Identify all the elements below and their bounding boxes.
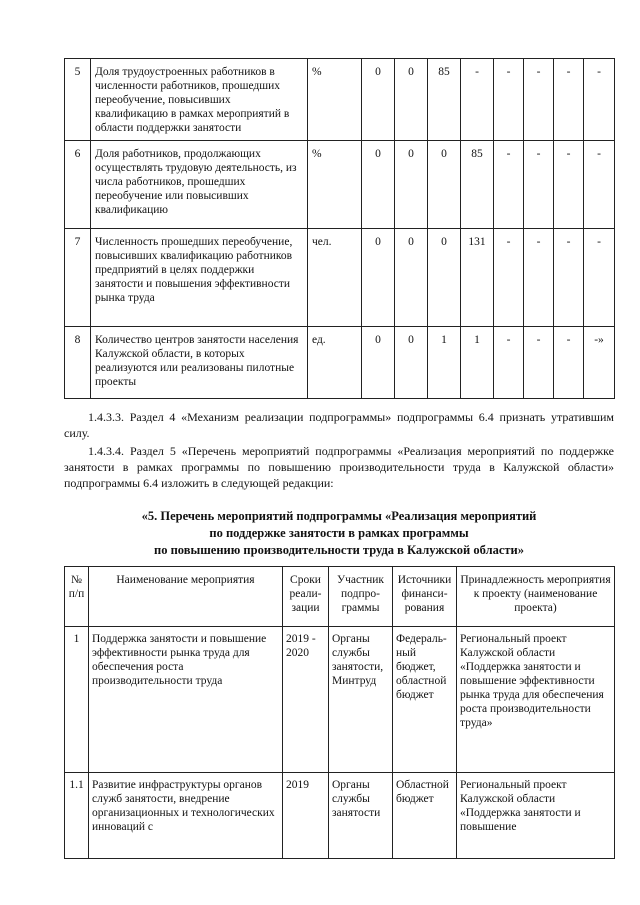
indicator-value: - [584,229,615,327]
indicator-value: - [494,141,524,229]
indicator-value: - [494,59,524,141]
event-number: 1.1 [65,773,89,859]
indicator-value: -» [584,327,615,399]
indicator-value: 0 [362,141,395,229]
indicator-value: - [554,229,584,327]
indicator-value: - [494,229,524,327]
indicator-value: - [554,327,584,399]
indicator-value: - [584,141,615,229]
indicator-value: - [494,327,524,399]
event-project: Региональный проект Калужской области «Поддержка занятости и повышение [457,773,615,859]
row-number: 7 [65,229,91,327]
header-participant: Участник подпро-граммы [329,567,393,627]
heading-line: «5. Перечень мероприятий подпрограммы «Реализация мероприятий [141,509,537,523]
indicator-value: - [524,59,554,141]
indicator-value: 0 [362,327,395,399]
indicator-value: 0 [395,141,428,229]
indicator-value: - [461,59,494,141]
indicator-value: 0 [395,59,428,141]
events-table [64,566,615,859]
indicator-value: - [524,229,554,327]
indicator-value: 0 [395,327,428,399]
event-sources: Областной бюджет [393,773,457,859]
event-term: 2019 [283,773,329,859]
indicator-value: 0 [428,229,461,327]
indicator-unit: ед. [308,327,362,399]
table-row [65,59,615,141]
header-sources: Источники финанси-рования [393,567,457,627]
indicator-name: Доля работников, продолжающих осуществлять трудовую деятельность, из числа работников, прошедших переобучение или повысивших квалификацию [91,141,308,229]
paragraph-1-4-3-3: 1.4.3.3. Раздел 4 «Механизм реализации подпрограммы» подпрограммы 6.4 признать утратившим силу. [64,410,614,440]
indicator-value: 0 [395,229,428,327]
indicator-value: - [554,141,584,229]
table-row [65,773,615,859]
indicator-value: - [524,141,554,229]
indicators-table [64,58,615,399]
indicator-value: 0 [362,59,395,141]
table-row [65,229,615,327]
indicator-name: Количество центров занятости населения Калужской области, в которых реализуются или реализованы пилотные проекты [91,327,308,399]
indicator-name: Численность прошедших переобучение, повысивших квалификацию работников предприятий в целях поддержки занятости и повышения эффективности рынка труда [91,229,308,327]
table-row [65,627,615,773]
row-number: 5 [65,59,91,141]
row-number: 8 [65,327,91,399]
event-sources: Федераль-ный бюджет, областной бюджет [393,627,457,773]
table-row [65,327,615,399]
table-row [65,141,615,229]
indicator-unit: % [308,141,362,229]
header-num: № п/п [65,567,89,627]
heading-line: по повышению производительности труда в Калужской области» [154,543,524,557]
indicator-value: 0 [428,141,461,229]
indicator-value: - [584,59,615,141]
indicator-value: 85 [461,141,494,229]
header-name: Наименование мероприятия [89,567,283,627]
indicator-value: 131 [461,229,494,327]
header-term: Сроки реали-зации [283,567,329,627]
indicator-value: - [524,327,554,399]
indicator-value: 1 [461,327,494,399]
row-number: 6 [65,141,91,229]
event-project: Региональный проект Калужской области «Поддержка занятости и повышение эффективности рынка труда для обеспечения роста производительности труда» [457,627,615,773]
event-participant: Органы службы занятости, Минтруд [329,627,393,773]
event-term: 2019 - 2020 [283,627,329,773]
section-heading [64,508,614,559]
indicator-unit: % [308,59,362,141]
indicator-value: 85 [428,59,461,141]
indicator-value: 1 [428,327,461,399]
event-participant: Органы службы занятости [329,773,393,859]
event-number: 1 [65,627,89,773]
paragraph-1-4-3-4: 1.4.3.4. Раздел 5 «Перечень мероприятий подпрограммы «Реализация мероприятий по поддержке занятости в рамках программы по повышению производительности труда в Калужской области» подпрограммы 6.4 изложить в следующей редакции: [64,444,614,490]
heading-line: по поддержке занятости в рамках программы [209,526,469,540]
indicator-unit: чел. [308,229,362,327]
event-name: Развитие инфраструктуры органов служб занятости, внедрение организационных и технологических инноваций с [89,773,283,859]
table-header-row [65,567,615,627]
header-project: Принадлежность мероприятия к проекту (наименование проекта) [457,567,615,627]
event-name: Поддержка занятости и повышение эффективности рынка труда для обеспечения роста производительности труда [89,627,283,773]
indicator-name: Доля трудоустроенных работников в численности работников, прошедших переобучение, повысивших квалификацию в рамках мероприятий в области поддержки занятости [91,59,308,141]
indicator-value: 0 [362,229,395,327]
indicator-value: - [554,59,584,141]
